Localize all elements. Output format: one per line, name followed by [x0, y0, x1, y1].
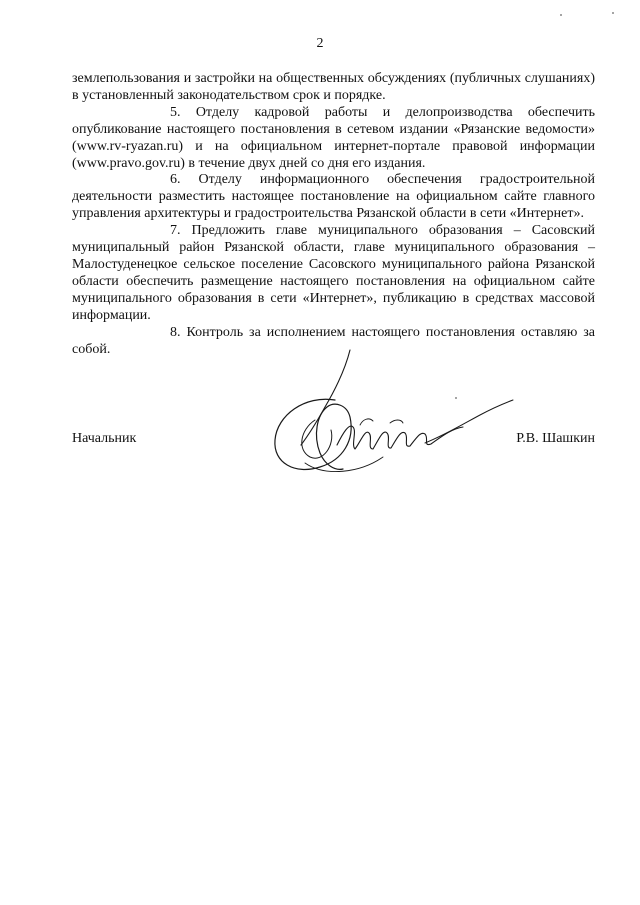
- document-body: [72, 71, 595, 358]
- signatory-title: Начальник: [72, 431, 137, 446]
- paragraph-number: 8.: [170, 324, 181, 340]
- paragraph-5: [72, 105, 595, 173]
- paragraph-number: 5.: [170, 104, 181, 120]
- paragraph-number: 6.: [170, 172, 181, 188]
- paragraph-7: [72, 223, 595, 324]
- paragraph-continuation: [72, 71, 595, 105]
- signatory-name: Р.В. Шашкин: [516, 431, 595, 446]
- scan-speck: [455, 397, 457, 399]
- paragraph-number: 7.: [170, 223, 181, 239]
- page-number: 2: [316, 36, 324, 51]
- handwritten-signature: [265, 345, 530, 495]
- paragraph-text: землепользования и застройки на общественных обсуждениях (публичных слушаниях) в установленный законодательством срок и порядке.: [72, 71, 595, 103]
- scan-speck: [560, 14, 562, 16]
- paragraph-text: Предложить главе муниципального образования – Сасовский муниципальный район Рязанской области, главе муниципального образования – Малостуденецкое сельское поселение Сасовского муниципального района Рязанской области обеспечить размещение настоящего постановления на официальном сайте муниципального образования в сети «Интернет», публикацию в средствах массовой информации.: [72, 223, 595, 323]
- scan-speck: [612, 12, 614, 14]
- paragraph-text: Контроль за исполнением настоящего постановления оставляю за собой.: [72, 324, 596, 357]
- paragraph-text: Отделу информационного обеспечения градостроительной деятельности разместить настоящее постановление на официальном сайте главного управления архитектуры и градостроительства Рязанской области в сети «Интернет».: [72, 172, 596, 222]
- paragraph-text: Отделу кадровой работы и делопроизводства обеспечить опубликование настоящего постановления в сетевом издании «Рязанские ведомости» (www.rv-ryazan.ru) и на официальном интернет-портале правовой информации (www.pravo.gov.ru) в течение двух дней со дня его издания.: [72, 104, 595, 171]
- paragraph-6: [72, 172, 595, 223]
